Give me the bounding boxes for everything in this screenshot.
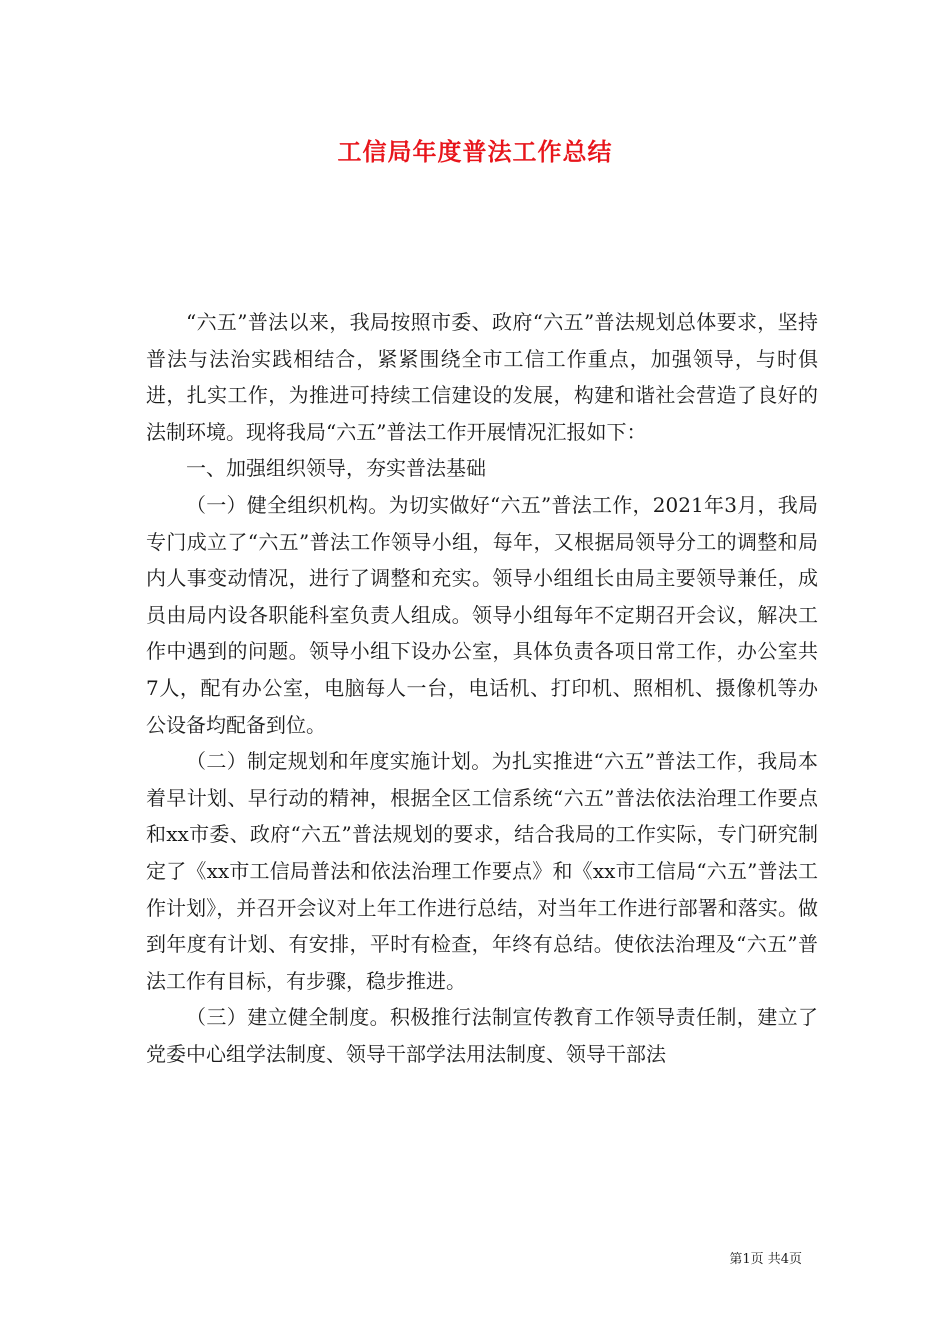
- paragraph-1-1: （一）健全组织机构。为切实做好“六五”普法工作，2021年3月，我局专门成立了“六五”普法工作领导小组，每年，又根据局领导分工的调整和局内人事变动情况，进行了调整和充实。领导小组组长由局主要领导兼任，成员由局内设各职能科室负责人组成。领导小组每年不定期召开会议，解决工作中遇到的问题。领导小组下设办公室，具体负责各项日常工作，办公室共7人，配有办公室，电脑每人一台，电话机、打印机、照相机、摄像机等办公设备均配备到位。: [146, 492, 818, 737]
- page-number-footer: 第1页 共4页: [729, 1252, 802, 1267]
- paragraph-1-3: （三）建立健全制度。积极推行法制宣传教育工作领导责任制，建立了党委中心组学法制度、领导干部学法用法制度、领导干部法: [146, 1005, 818, 1066]
- document-body: [146, 304, 818, 1072]
- paragraph-intro: “六五”普法以来，我局按照市委、政府“六五”普法规划总体要求，坚持普法与法治实践相结合，紧紧围绕全市工信工作重点，加强领导，与时俱进，扎实工作，为推进可持续工信建设的发展，构建和谐社会营造了良好的法制环境。现将我局“六五”普法工作开展情况汇报如下：: [146, 310, 818, 444]
- document-title: 工信局年度普法工作总结: [337, 138, 613, 166]
- section-heading-1: 一、加强组织领导，夯实普法基础: [186, 456, 486, 481]
- paragraph-1-2: （二）制定规划和年度实施计划。为扎实推进“六五”普法工作，我局本着早计划、早行动的精神，根据全区工信系统“六五”普法依法治理工作要点和xx市委、政府“六五”普法规划的要求，结合我局的工作实际，专门研究制定了《xx市工信局普法和依法治理工作要点》和《xx市工信局“六五”普法工作计划》，并召开会议对上年工作进行总结，对当年工作进行部署和落实。做到年度有计划、有安排，平时有检查，年终有总结。使依法治理及“六五”普法工作有目标，有步骤，稳步推进。: [146, 749, 818, 993]
